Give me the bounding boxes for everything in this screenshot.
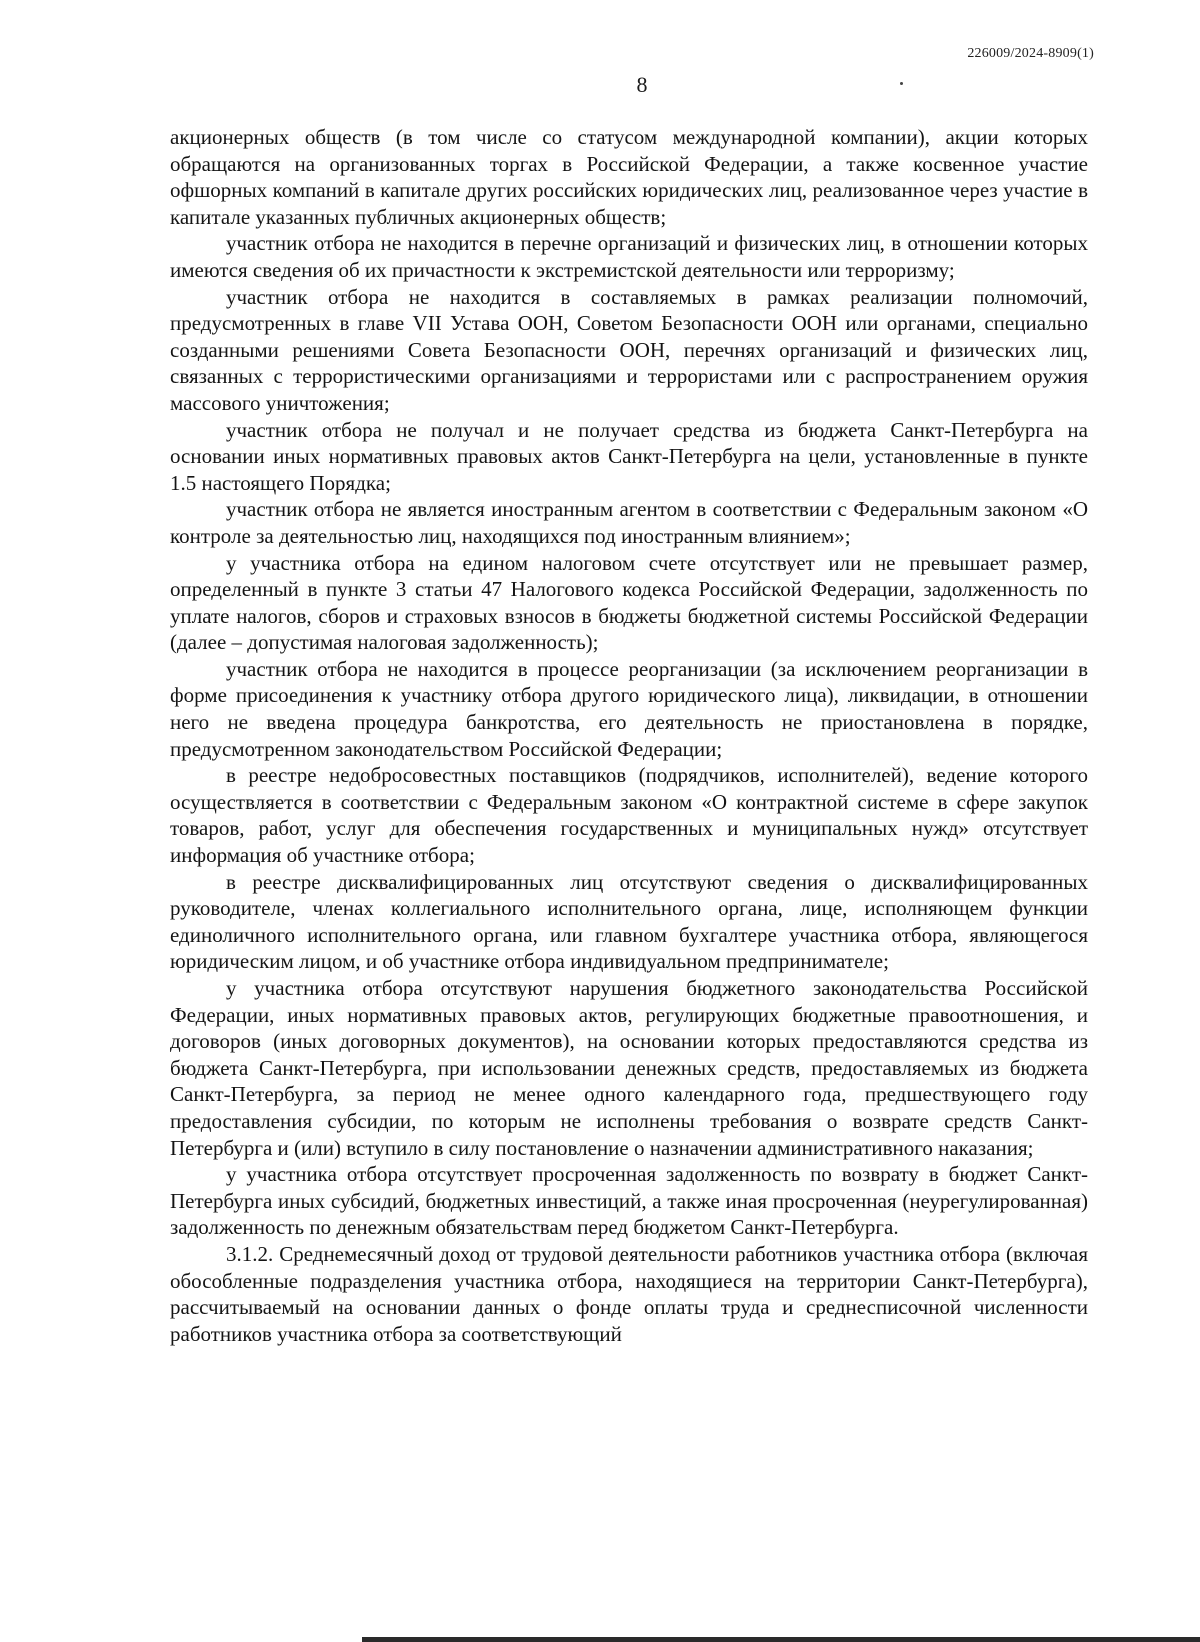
paragraph-7: участник отбора не находится в процессе реорганизации (за исключением реорганизации в форме присоединения к участнику отбора другого юридического лица), ликвидации, в отношении него не введена процедура банкротства, его деятельность не приостановлена в порядке, предусмотренном законодательством Российской Федерации;	[170, 656, 1088, 761]
paragraph-3: участник отбора не находится в составляемых в рамках реализации полномочий, предусмотренных в главе VII Устава ООН, Советом Безопасности ООН или органами, специально созданными решениями Совета Безопасности ООН, перечнях организаций и физических лиц, связанных с террористическими организациями и террористами или с распространением оружия массового уничтожения;	[170, 284, 1088, 415]
paragraph-9: в реестре дисквалифицированных лиц отсутствуют сведения о дисквалифицированных руководителе, членах коллегиального исполнительного органа, лице, исполняющем функции единоличного исполнительного органа, или главном бухгалтере участника отбора, являющегося юридическим лицом, и об участнике отбора индивидуальном предпринимателе;	[170, 869, 1088, 974]
document-body	[170, 124, 1088, 1347]
paragraph-11: у участника отбора отсутствует просроченная задолженность по возврату в бюджет Санкт-Петербурга иных субсидий, бюджетных инвестиций, а также иная просроченная (неурегулированная) задолженность по денежным обязательствам перед бюджетом Санкт-Петербурга.	[170, 1162, 1088, 1240]
paragraph-6: у участника отбора на едином налоговом счете отсутствует или не превышает размер, определенный в пункте 3 статьи 47 Налогового кодекса Российской Федерации, задолженность по уплате налогов, сборов и страховых взносов в бюджеты бюджетной системы Российской Федерации (далее – допустимая налоговая задолженность);	[170, 550, 1088, 655]
paragraph-8: в реестре недобросовестных поставщиков (подрядчиков, исполнителей), ведение которого осуществляется в соответствии с Федеральным законом «О контрактной системе в сфере закупок товаров, работ, услуг для обеспечения государственных и муниципальных нужд» отсутствует информация об участнике отбора;	[170, 763, 1088, 868]
scan-dot	[900, 82, 903, 85]
page-number: 8	[636, 72, 648, 97]
paragraph-1: акционерных обществ (в том числе со статусом международной компании), акции которых обращаются на организованных торгах в Российской Федерации, а также косвенное участие офшорных компаний в капитале других российских юридических лиц, реализованное через участие в капитале указанных публичных акционерных обществ;	[170, 125, 1088, 229]
paragraph-12: 3.1.2. Среднемесячный доход от трудовой деятельности работников участника отбора (включая обособленные подразделения участника отбора, находящиеся на территории Санкт-Петербурга), рассчитываемый на основании данных о фонде оплаты труда и среднесписочной численности работников участника отбора за соответствующий	[170, 1241, 1088, 1346]
document-id: 226009/2024-8909(1)	[967, 46, 1094, 61]
paragraph-10: у участника отбора отсутствуют нарушения бюджетного законодательства Российской Федерации, иных нормативных правовых актов, регулирующих бюджетные правоотношения, и договоров (иных договорных документов), на основании которых предоставляются средства из бюджета Санкт-Петербурга, при использовании денежных средств, предоставляемых из бюджета Санкт-Петербурга, за период не менее одного календарного года, предшествующего году предоставления субсидии, по которым не исполнены требования о возврате средств Санкт-Петербурга и (или) вступило в силу постановление о назначении административного наказания;	[170, 976, 1088, 1160]
scan-edge-bar	[362, 1637, 1200, 1642]
paragraph-2: участник отбора не находится в перечне организаций и физических лиц, в отношении которых имеются сведения об их причастности к экстремистской деятельности или терроризму;	[170, 231, 1088, 282]
paragraph-5: участник отбора не является иностранным агентом в соответствии с Федеральным законом «О контроле за деятельностью лиц, находящихся под иностранным влиянием»;	[170, 497, 1088, 548]
paragraph-4: участник отбора не получал и не получает средства из бюджета Санкт-Петербурга на основании иных нормативных правовых актов Санкт-Петербурга на цели, установленные в пункте 1.5 настоящего Порядка;	[170, 417, 1088, 495]
